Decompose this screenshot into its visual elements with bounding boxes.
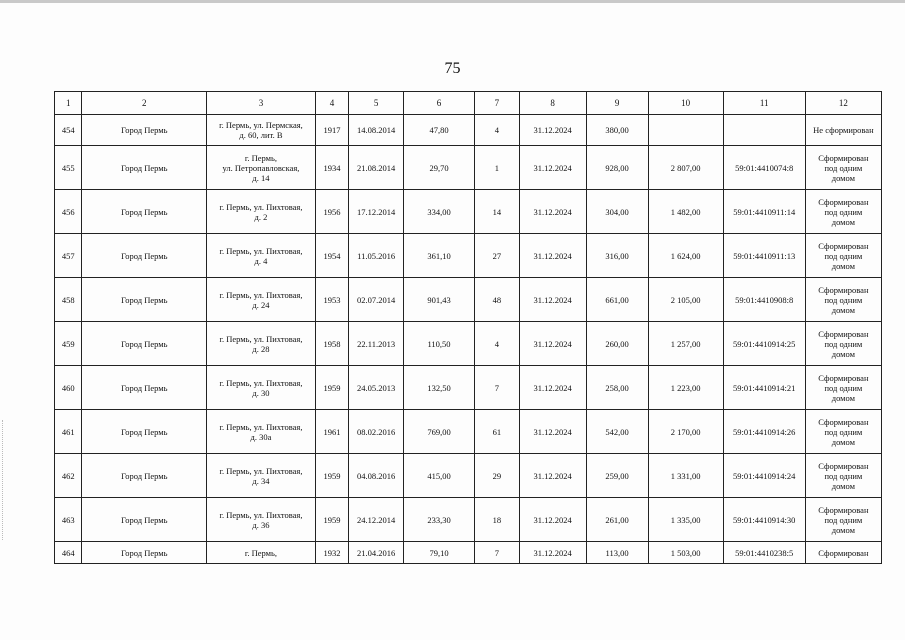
cell-deadline: 31.12.2024 bbox=[519, 366, 586, 410]
cell-build-year: 1954 bbox=[315, 234, 348, 278]
cell-cadastral-number: 59:01:4410914:24 bbox=[723, 454, 805, 498]
cell-residents: 7 bbox=[475, 542, 520, 564]
cell-date: 22.11.2013 bbox=[349, 322, 404, 366]
cell-land-status: Сформирован под одним домом bbox=[805, 322, 881, 366]
cell-cadastral-number: 59:01:4410911:14 bbox=[723, 190, 805, 234]
cell-row-number: 457 bbox=[55, 234, 82, 278]
header-cell-deadline: 8 bbox=[519, 92, 586, 115]
cell-residents: 61 bbox=[475, 410, 520, 454]
header-cell-cadastral-number: 11 bbox=[723, 92, 805, 115]
cell-area: 901,43 bbox=[404, 278, 475, 322]
cell-row-number: 464 bbox=[55, 542, 82, 564]
cell-build-year: 1958 bbox=[315, 322, 348, 366]
cell-area: 47,80 bbox=[404, 115, 475, 146]
table-row bbox=[55, 454, 882, 498]
cell-municipality: Город Пермь bbox=[82, 278, 207, 322]
cell-area: 769,00 bbox=[404, 410, 475, 454]
cell-total-cost: 1 335,00 bbox=[648, 498, 723, 542]
cell-date: 24.12.2014 bbox=[349, 498, 404, 542]
cell-cadastral-number: 59:01:4410238:5 bbox=[723, 542, 805, 564]
table-row bbox=[55, 115, 882, 146]
cell-total-cost: 1 223,00 bbox=[648, 366, 723, 410]
cell-deadline: 31.12.2024 bbox=[519, 115, 586, 146]
cell-cost-per-sqm: 260,00 bbox=[586, 322, 648, 366]
cell-address: г. Пермь, ул. Петропавловская, д. 14 bbox=[207, 146, 316, 190]
cell-municipality: Город Пермь bbox=[82, 146, 207, 190]
cell-address: г. Пермь, ул. Пихтовая, д. 4 bbox=[207, 234, 316, 278]
cell-cadastral-number: 59:01:4410908:8 bbox=[723, 278, 805, 322]
cell-address: г. Пермь, ул. Пихтовая, д. 24 bbox=[207, 278, 316, 322]
cell-municipality: Город Пермь bbox=[82, 454, 207, 498]
cell-deadline: 31.12.2024 bbox=[519, 410, 586, 454]
cell-land-status: Сформирован bbox=[805, 542, 881, 564]
cell-residents: 4 bbox=[475, 115, 520, 146]
cell-total-cost: 1 624,00 bbox=[648, 234, 723, 278]
cell-build-year: 1961 bbox=[315, 410, 348, 454]
cell-area: 415,00 bbox=[404, 454, 475, 498]
header-cell-land-status: 12 bbox=[805, 92, 881, 115]
table-row bbox=[55, 542, 882, 564]
cell-deadline: 31.12.2024 bbox=[519, 146, 586, 190]
table-row bbox=[55, 146, 882, 190]
cell-cost-per-sqm: 261,00 bbox=[586, 498, 648, 542]
cell-cost-per-sqm: 113,00 bbox=[586, 542, 648, 564]
cell-area: 334,00 bbox=[404, 190, 475, 234]
table-row bbox=[55, 190, 882, 234]
cell-land-status: Сформирован под одним домом bbox=[805, 454, 881, 498]
cell-municipality: Город Пермь bbox=[82, 115, 207, 146]
cell-address: г. Пермь, ул. Пихтовая, д. 30 bbox=[207, 366, 316, 410]
cell-cadastral-number: 59:01:4410911:13 bbox=[723, 234, 805, 278]
cell-total-cost: 1 257,00 bbox=[648, 322, 723, 366]
cell-row-number: 459 bbox=[55, 322, 82, 366]
cell-area: 29,70 bbox=[404, 146, 475, 190]
table-row bbox=[55, 498, 882, 542]
cell-build-year: 1932 bbox=[315, 542, 348, 564]
cell-land-status: Сформирован под одним домом bbox=[805, 410, 881, 454]
page-number: 75 bbox=[444, 60, 461, 77]
header-cell-build-year: 4 bbox=[315, 92, 348, 115]
table-header-row bbox=[55, 92, 882, 115]
cell-address: г. Пермь, ул. Пихтовая, д. 36 bbox=[207, 498, 316, 542]
cell-residents: 1 bbox=[475, 146, 520, 190]
cell-total-cost: 2 807,00 bbox=[648, 146, 723, 190]
cell-date: 02.07.2014 bbox=[349, 278, 404, 322]
cell-deadline: 31.12.2024 bbox=[519, 322, 586, 366]
cell-municipality: Город Пермь bbox=[82, 498, 207, 542]
cell-cost-per-sqm: 542,00 bbox=[586, 410, 648, 454]
cell-address: г. Пермь, ул. Пихтовая, д. 34 bbox=[207, 454, 316, 498]
table-row bbox=[55, 278, 882, 322]
cell-address: г. Пермь, bbox=[207, 542, 316, 564]
cell-address: г. Пермь, ул. Пихтовая, д. 2 bbox=[207, 190, 316, 234]
header-cell-address: 3 bbox=[207, 92, 316, 115]
cell-build-year: 1934 bbox=[315, 146, 348, 190]
cell-total-cost: 1 482,00 bbox=[648, 190, 723, 234]
cell-address: г. Пермь, ул. Пермская, д. 60, лит. В bbox=[207, 115, 316, 146]
cell-cost-per-sqm: 928,00 bbox=[586, 146, 648, 190]
cell-date: 21.04.2016 bbox=[349, 542, 404, 564]
cell-land-status: Сформирован под одним домом bbox=[805, 498, 881, 542]
cell-date: 24.05.2013 bbox=[349, 366, 404, 410]
header-cell-row-number: 1 bbox=[55, 92, 82, 115]
cell-deadline: 31.12.2024 bbox=[519, 278, 586, 322]
cell-land-status: Сформирован под одним домом bbox=[805, 146, 881, 190]
cell-cost-per-sqm: 380,00 bbox=[586, 115, 648, 146]
cell-municipality: Город Пермь bbox=[82, 234, 207, 278]
header-cell-area: 6 bbox=[404, 92, 475, 115]
cell-row-number: 461 bbox=[55, 410, 82, 454]
cell-municipality: Город Пермь bbox=[82, 366, 207, 410]
table-row bbox=[55, 410, 882, 454]
cell-municipality: Город Пермь bbox=[82, 542, 207, 564]
table-row bbox=[55, 322, 882, 366]
cell-residents: 7 bbox=[475, 366, 520, 410]
cell-address: г. Пермь, ул. Пихтовая, д. 28 bbox=[207, 322, 316, 366]
table-row bbox=[55, 366, 882, 410]
cell-land-status: Сформирован под одним домом bbox=[805, 190, 881, 234]
cell-deadline: 31.12.2024 bbox=[519, 234, 586, 278]
cell-municipality: Город Пермь bbox=[82, 190, 207, 234]
cell-cadastral-number: 59:01:4410914:21 bbox=[723, 366, 805, 410]
cell-area: 233,30 bbox=[404, 498, 475, 542]
cell-cadastral-number: 59:01:4410914:26 bbox=[723, 410, 805, 454]
cell-cost-per-sqm: 304,00 bbox=[586, 190, 648, 234]
cell-residents: 48 bbox=[475, 278, 520, 322]
cell-date: 08.02.2016 bbox=[349, 410, 404, 454]
cell-date: 04.08.2016 bbox=[349, 454, 404, 498]
header-cell-cost-per-sqm: 9 bbox=[586, 92, 648, 115]
cell-cost-per-sqm: 316,00 bbox=[586, 234, 648, 278]
cell-build-year: 1959 bbox=[315, 454, 348, 498]
cell-total-cost: 1 331,00 bbox=[648, 454, 723, 498]
cell-residents: 18 bbox=[475, 498, 520, 542]
cell-total-cost: 2 105,00 bbox=[648, 278, 723, 322]
cell-residents: 14 bbox=[475, 190, 520, 234]
scan-margin-marks bbox=[2, 420, 4, 540]
cell-build-year: 1953 bbox=[315, 278, 348, 322]
cell-total-cost bbox=[648, 115, 723, 146]
cell-deadline: 31.12.2024 bbox=[519, 454, 586, 498]
cell-row-number: 462 bbox=[55, 454, 82, 498]
header-cell-total-cost: 10 bbox=[648, 92, 723, 115]
cell-area: 132,50 bbox=[404, 366, 475, 410]
cell-date: 11.05.2016 bbox=[349, 234, 404, 278]
cell-row-number: 460 bbox=[55, 366, 82, 410]
cell-area: 110,50 bbox=[404, 322, 475, 366]
cell-date: 14.08.2014 bbox=[349, 115, 404, 146]
cell-land-status: Не сформирован bbox=[805, 115, 881, 146]
cell-area: 79,10 bbox=[404, 542, 475, 564]
registry-table bbox=[54, 91, 882, 564]
cell-residents: 29 bbox=[475, 454, 520, 498]
cell-row-number: 454 bbox=[55, 115, 82, 146]
cell-cost-per-sqm: 259,00 bbox=[586, 454, 648, 498]
cell-row-number: 458 bbox=[55, 278, 82, 322]
cell-cost-per-sqm: 258,00 bbox=[586, 366, 648, 410]
cell-build-year: 1959 bbox=[315, 366, 348, 410]
header-cell-date: 5 bbox=[349, 92, 404, 115]
cell-date: 21.08.2014 bbox=[349, 146, 404, 190]
cell-residents: 4 bbox=[475, 322, 520, 366]
cell-cadastral-number bbox=[723, 115, 805, 146]
cell-cost-per-sqm: 661,00 bbox=[586, 278, 648, 322]
cell-row-number: 456 bbox=[55, 190, 82, 234]
cell-land-status: Сформирован под одним домом bbox=[805, 278, 881, 322]
cell-build-year: 1917 bbox=[315, 115, 348, 146]
cell-area: 361,10 bbox=[404, 234, 475, 278]
top-edge-rule bbox=[0, 0, 905, 3]
cell-build-year: 1956 bbox=[315, 190, 348, 234]
cell-build-year: 1959 bbox=[315, 498, 348, 542]
cell-municipality: Город Пермь bbox=[82, 322, 207, 366]
cell-deadline: 31.12.2024 bbox=[519, 542, 586, 564]
cell-deadline: 31.12.2024 bbox=[519, 190, 586, 234]
cell-deadline: 31.12.2024 bbox=[519, 498, 586, 542]
header-cell-residents: 7 bbox=[475, 92, 520, 115]
cell-land-status: Сформирован под одним домом bbox=[805, 234, 881, 278]
header-cell-municipality: 2 bbox=[82, 92, 207, 115]
cell-cadastral-number: 59:01:4410074:8 bbox=[723, 146, 805, 190]
table-row bbox=[55, 234, 882, 278]
cell-cadastral-number: 59:01:4410914:30 bbox=[723, 498, 805, 542]
cell-row-number: 455 bbox=[55, 146, 82, 190]
cell-municipality: Город Пермь bbox=[82, 410, 207, 454]
cell-land-status: Сформирован под одним домом bbox=[805, 366, 881, 410]
cell-cadastral-number: 59:01:4410914:25 bbox=[723, 322, 805, 366]
cell-date: 17.12.2014 bbox=[349, 190, 404, 234]
cell-total-cost: 2 170,00 bbox=[648, 410, 723, 454]
cell-address: г. Пермь, ул. Пихтовая, д. 30а bbox=[207, 410, 316, 454]
cell-total-cost: 1 503,00 bbox=[648, 542, 723, 564]
cell-residents: 27 bbox=[475, 234, 520, 278]
cell-row-number: 463 bbox=[55, 498, 82, 542]
